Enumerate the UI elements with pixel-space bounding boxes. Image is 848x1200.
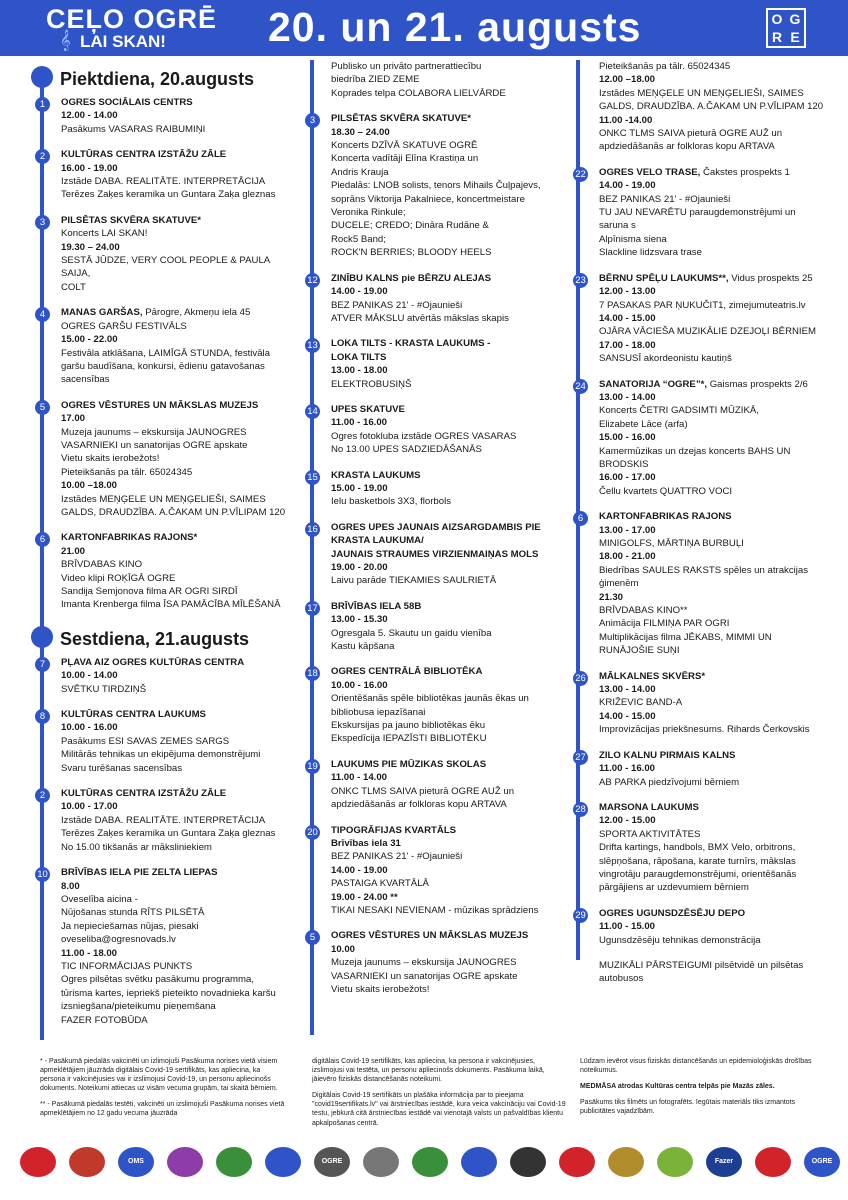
event-block [300,600,570,654]
event-block [30,656,295,696]
event-line: Ogres fotokluba izstāde OGRES VASARAS [331,430,517,442]
event-line: soprāns Viktorija Pakalniece, koncertmeistare [331,193,525,205]
location-number-badge: 24 [573,379,588,394]
event-line: garšu baudīšana, konkursi, ēdienu gatavošanas [61,360,265,372]
location-number-badge: 3 [35,215,50,230]
event-line: SPORTA AKTIVITĀTES [599,828,701,840]
event-time: 13.00 - 18.00 [331,365,388,377]
event-block [30,708,295,775]
footnote: Digitālais Covid-19 sertifikāts un plašāka informācija par to pieejama "covid19sertifikats.lv" vai ārstniecības iestādē, kura veica vakcināciju vai Covid-19 testu, jebkurā citā ārstniecības iestādē vai vienotajā valsts un pašvaldības klientu apkalpošanas centrā. [312,1092,566,1127]
event-line: Laivu parāde TIEKAMIES SAULRIETĀ [331,575,497,587]
location-number-badge: 29 [573,908,588,923]
event-line: BRODSKIS [599,458,649,470]
event-block [300,929,570,996]
event-time: 17.00 [61,413,86,425]
location-number-badge: 27 [573,750,588,765]
event-line: Veronika Rinkule; [331,207,406,219]
location-number-badge: 10 [35,867,50,882]
event-line: saruna s [599,220,636,232]
event-location: PILSĒTAS SKVĒRA SKATUVE* [61,214,202,226]
event-line: Pasākums ESI SAVAS ZEMES SARGS [61,735,230,747]
location-number-badge: 28 [573,802,588,817]
event-line: Piedalās: LNOB solists, tenors Mihails Čuļpajevs, [331,180,541,192]
event-location: ZILO KALNU PIRMAIS KALNS [599,749,736,761]
event-time: 12.00 - 14.00 [61,110,118,122]
event-line: TU JAU NEVARĒTU paraugdemonstrējumi un [599,207,796,219]
event-block [30,531,295,611]
location-number-badge: 2 [35,149,50,164]
event-line: TIKAI NESAKI NEVIENAM - mūzikas sprādziens [331,904,539,916]
logo-gold-deer [608,1147,644,1177]
event-block [300,665,570,745]
event-line: BEZ PANIKAS 21' - #Ojaunieši [331,851,463,863]
event-time: 10.00 - 17.00 [61,801,118,813]
location-number-badge: 8 [35,709,50,724]
column-2 [300,60,570,1008]
continued-event [568,60,828,154]
event-line: VASARNIEKI un sanatorijas OGRE apskate [331,970,518,982]
sporta-centrs-logo [69,1147,105,1177]
event-line: Koprades telpa COLABORA LIELVĀRDE [331,87,506,99]
event-location: BRĪVĪBAS IELA PIE ZELTA LIEPAS [61,867,218,879]
logo-swirl [363,1147,399,1177]
festival-logo-line1: CEĻO OGRĒ [46,4,218,34]
event-line: ELEKTROBUSIŅŠ [331,378,412,390]
event-line: Multiplikācijas filma JĒKABS, MIMMI UN [599,631,772,643]
event-line: COLT [61,281,86,293]
ogres-biblioteka-logo [216,1147,252,1177]
event-location: KULTŪRAS CENTRA LAUKUMS [61,709,206,721]
event-block [300,824,570,918]
event-block [300,112,570,259]
footnote: * - Pasākumā piedalās vakcinēti un izlimojuši Pasākuma norises vietā visiem apmeklētājiem jāuzrāda digitālais Covid-19 sertifikāts, kas apliecina, ka persona ir vakcinējusies vai ir izslimojusi Covid-19, un personu apliecinošs dokuments. Noteikumi attiecas uz visām vecuma grupām, tai skaitā bērniem. [40,1058,278,1093]
event-line: Ogres pilsētas svētku pasākumu programma, [61,974,255,986]
event-line: Terēzes Zaķes keramika un Guntara Zaķa gleznas [61,828,276,840]
event-line: No 15.00 tikšanās ar māksliniekiem [61,841,212,853]
event-line: Video klipi ROĶĪGĀ OGRE [61,572,176,584]
event-time: 14.00 - 19.00 [599,180,656,192]
event-time: 11.00 - 14.00 [331,772,388,784]
event-location: OGRES CENTRĀLĀ BIBLIOTĒKA [331,666,483,678]
event-line: Vietu skaits ierobežots! [331,983,430,995]
event-line: Koncerts LAI SKAN! [61,228,148,240]
event-time: KRASTA LAUKUMA/ [331,535,424,547]
event-time: LOKA TILTS [331,351,387,363]
event-location: KULTŪRAS CENTRA IZSTĀŽU ZĀLE [61,149,227,161]
event-line: Andris Krauja [331,166,389,178]
event-location: SANATORIJA “OGRE”*, Gaismas prospekts 2/6 [599,378,808,390]
footnotes-2 [312,1057,567,1135]
event-time: 16.00 - 17.00 [599,472,656,484]
ogre-logo-letter: R [771,29,783,45]
footnote: ** - Pasākumā piedalās testēti, vakcinēti un izslimojuši Pasākuma norises vietā apmeklētājiem no 12 gadu vecuma jāuzrāda [40,1101,285,1118]
event-time: 10.00 [331,943,356,955]
event-line: Ugunsdzēsēju tehnikas demonstrācija [599,934,761,946]
footnote: digitālais Covid-19 sertifikāts, kas apliecina, ka persona ir vakcinējusies, izslimojusi vai testēta, un personu apliecinošs dokuments. Pasākuma laikā, jāievēro fiziskās distancēšanās noteikumi. [312,1058,545,1084]
day-dot-icon [31,66,53,88]
event-line: Vietu skaits ierobežots! [61,453,160,465]
event-block [300,758,570,812]
event-time: 15.00 - 19.00 [331,482,388,494]
location-number-badge: 2 [35,788,50,803]
event-time: 10.00 –18.00 [61,480,118,492]
event-time: 11.00 - 15.00 [599,921,656,933]
location-number-badge: 16 [305,522,320,537]
event-block [568,166,828,260]
event-line: Ielu basketbols 3X3, florbols [331,496,451,508]
event-location: MĀLKALNES SKVĒRS* [599,670,706,682]
event-address: Pārogre, Akmeņu iela 45 [142,307,251,319]
event-time: 18.00 - 21.00 [599,551,656,563]
event-time: 10.00 - 16.00 [61,722,118,734]
event-location: LAUKUMS PIE MŪZIKAS SKOLAS [331,758,487,770]
location-number-badge: 1 [35,97,50,112]
event-location: OGRES VĒSTURES UN MĀKSLAS MUZEJS [61,399,259,411]
event-line: SVĒTKU TIRDZIŅŠ [61,683,147,695]
event-line: oveseliba@ogresnovads.lv [61,934,176,946]
event-line: Oveselība aicina - [61,893,138,905]
event-line: MINIGOLFS, MĀRTIŅA BURBUĻI [599,538,744,549]
event-line: 7 PASAKAS PAR ŅUKUČIT1, zimejumuteatris.lv [599,299,806,311]
column-3 [568,60,828,998]
location-number-badge: 5 [305,930,320,945]
location-number-badge: 23 [573,273,588,288]
event-location: BĒRNU SPĒĻU LAUKUMS**, Vidus prospekts 25 [599,272,813,284]
event-location: KARTONFABRIKAS RAJONS [599,511,732,523]
event-line: Elizabete Lāce (arfa) [599,418,688,430]
event-time: 12.00 - 13.00 [599,286,656,298]
location-number-badge: 5 [35,400,50,415]
event-line: Ekskursijas pa jauno bibliotēkas ēku [331,720,486,732]
event-line: Koncerta vadītāji Elīna Krastiņa un [331,153,479,165]
event-block [30,148,295,202]
event-line: bibliobusa iepazīšanai [331,706,426,718]
event-line: apdziedāšanās ar folkloras kopu ARTAVA [599,141,775,153]
event-line: Pasākums VASARAS RAIBUMIŅI [61,123,206,135]
event-location: MANAS GARŠAS, Pārogre, Akmeņu iela 45 [61,307,251,319]
event-line: SANSUSĪ akordeonistu kautiņš [599,353,732,365]
event-line: Izstāde DABA. REALITĀTE. INTERPRETĀCIJA [61,814,266,826]
event-line: GALDS, DRAUDZĪBA. A.ČAKAM UN P.VĪLIPAM 120 [599,101,824,113]
location-number-badge: 19 [305,759,320,774]
page-title: 20. un 21. augusts [268,4,642,50]
event-location: MARSONA LAUKUMS [599,801,699,813]
event-location: BRĪVĪBAS IELA 58B [331,600,422,612]
ogre-mark-logo: OGRE [804,1147,840,1177]
event-line: GALDS, DRAUDZĪBA. A.ČAKAM UN P.VĪLIPAM 120 [61,506,286,518]
event-line: Imanta Krenberga filma ĪSA PAMĀCĪBA MĪLĒŠANĀ [61,599,281,611]
event-block [568,801,828,895]
event-time: 8.00 [61,880,80,892]
event-location: ZINĪBU KALNS pie BĒRZU ALEJAS [331,272,492,284]
event-line: SESTĀ JŪDZE, VERY COOL PEOPLE & PAULA SAIJA, [61,255,270,280]
event-line: ONKC TLMS SAIVA pieturā OGRE AUŽ un [331,785,515,797]
ab-parks-logo [657,1147,693,1177]
event-line: Kastu kāpšana [331,641,395,653]
event-time: 12.00 - 15.00 [599,815,656,827]
event-line: Muzeja jaunums – ekskursija JAUNOGRES [61,426,247,438]
logo-red [755,1147,791,1177]
location-number-badge: 6 [35,532,50,547]
event-time: 11.00 - 18.00 [61,947,118,959]
event-line: ROCK'N BERRIES; BLOODY HEELS [331,247,492,259]
event-line: BRĪVDABAS KINO** [599,605,688,617]
event-block [300,469,570,509]
logo-blue-wave [265,1147,301,1177]
event-line: Animācija FILMIŅA PAR OGRI [599,618,730,630]
location-number-badge: 14 [305,404,320,419]
ogres-novada-muzejs-logo [20,1147,56,1177]
event-time: JAUNAIS STRAUMES VIRZIENMAIŅAS MOLS [331,548,539,560]
event-line: Pieteikšanās pa tālr. 65024345 [61,466,193,478]
ogres-novada-tic-logo [412,1147,448,1177]
event-time: 19.00 - 24.00 ** [331,891,398,903]
event-time: 12.00 –18.00 [599,74,656,86]
event-time: 11.00 - 16.00 [599,763,656,775]
event-location: PILSĒTAS SKVĒRA SKATUVE* [331,113,472,125]
event-line: sacensības [61,374,110,386]
event-time: 15.00 - 22.00 [61,334,118,346]
event-line: vingrotāju paraugdemonstrējumi, orientēšanās [599,868,797,880]
event-line: slēpņošana, rāpošana, karate turnīrs, mākslas [599,855,796,867]
ogres-muzikas-skola-logo: OMS [118,1147,154,1177]
event-line: FAZER FOTOBŪDA [61,1014,148,1026]
footnote: Lūdzam ievērot visus fiziskās distancēšanās un epidemioloģiskās drošības noteikumus. [580,1058,812,1075]
event-line: biedrība ZIED ZEME [331,74,420,86]
event-line: Kamermūzikas un dzejas koncerts BAHS UN [599,445,791,457]
event-block [300,337,570,391]
event-time: 17.00 - 18.00 [599,339,656,351]
event-time: 10.00 - 16.00 [331,679,388,691]
event-time: Brīvības iela 31 [331,837,401,849]
event-block [568,907,828,947]
event-line: pārgājiens ar uzdevumiem bērniem [599,882,749,894]
event-time: 19.30 – 24.00 [61,241,120,253]
day-dot-icon [31,626,53,648]
footnote: Pasākums tiks filmēts un fotografēts. Iegūtais materiāls tiks izmantots publicitātes vajadzībām. [580,1099,796,1116]
event-time: 11.00 -14.00 [599,114,653,126]
location-number-badge: 17 [305,601,320,616]
event-line: Ja nepieciešamas nūjas, piesaki [61,920,199,932]
event-line: Alpīnisma siena [599,233,667,245]
event-block [568,378,828,499]
event-address: Vidus prospekts 25 [728,272,813,284]
location-number-badge: 13 [305,338,320,353]
treble-clef-icon: 𝄞 [60,30,71,50]
location-number-badge: 6 [573,511,588,526]
location-number-badge: 3 [305,113,320,128]
day-heading-saturday: Sestdiena, 21.augusts [30,624,295,654]
event-location: OGRES UPES JAUNAIS AIZSARGDAMBIS PIE [331,521,541,533]
event-address: Gaismas prospekts 2/6 [707,378,808,390]
column-1 [30,60,295,1039]
event-line: TIC INFORMĀCIJAS PUNKTS [61,960,193,972]
event-line: Koncerts ČETRI GADSIMTI MŪZIKĀ, [599,405,759,417]
ogre-logo-letter: E [790,29,800,45]
event-line: Orientēšanās spēle bibliotēkas jaunās ēkas un [331,693,529,705]
event-block [300,403,570,457]
logo-purple [167,1147,203,1177]
event-time: 19.00 - 20.00 [331,562,388,573]
footnotes-3 [580,1057,830,1123]
event-block [300,521,570,588]
page-header [0,0,848,56]
logo-small-round [559,1147,595,1177]
event-line: Izstāde DABA. REALITĀTE. INTERPRETĀCIJA [61,176,266,188]
event-line: autobusos [599,973,644,985]
event-line: apdziedāšanās ar folkloras kopu ARTAVA [331,799,507,811]
event-block [300,272,570,326]
event-line: Improvizācijas priekšnesums. Rihards Čerkovskis [599,724,810,736]
event-line: Pieteikšanās pa tālr. 65024345 [599,61,731,72]
event-time: 13.00 - 15.30 [331,614,388,626]
event-location: KULTŪRAS CENTRA IZSTĀŽU ZĀLE [61,788,227,800]
event-line: Svaru turēšanas sacensības [61,762,183,774]
location-number-badge: 12 [305,273,320,288]
event-block [30,306,295,386]
event-line: Ogresgala 5. Skautu un gaidu vienība [331,627,492,639]
event-line: RUNĀJOŠIE SUŅI [599,645,680,657]
event-line: Čellu kvartets QUATTRO VOCI [599,485,733,497]
event-address: Čakstes prospekts 1 [700,166,790,178]
event-time: 10.00 - 14.00 [61,670,118,682]
event-line: izsniegšana/pieteikumu pieņemšana [61,1001,216,1013]
event-line: Festivāla atklāšana, LAIMĪGĀ STUNDA, festivāla [61,347,271,359]
event-block [568,670,828,737]
festival-logo-line2: LAI SKAN! [80,32,166,51]
event-line: Slackline lidzsvara trase [599,247,702,259]
location-number-badge: 7 [35,657,50,672]
event-line: Drifta kartings, handbols, BMX Velo, orbitrons, [599,842,796,854]
event-line: tūrisma kartes, iepriekš pieteikto novadnieka karšu [61,987,276,999]
event-line: ģimenēm [599,578,639,590]
footnote: MEDMĀSA atrodas Kultūras centra telpās pie Mazās zāles. [580,1083,775,1091]
event-line: Biedrības SAULES RAKSTS spēles un atrakcijas [599,564,809,576]
event-time: 11.00 - 16.00 [331,417,388,429]
event-block [568,272,828,366]
extra-note [568,959,828,986]
day-heading-friday: Piektdiena, 20.augusts [30,64,295,94]
event-time: 14.00 - 19.00 [331,286,388,298]
event-line: ATVER MĀKSLU atvērtās mākslas skapis [331,312,509,324]
event-line: Terēzes Zaķes keramika un Guntara Zaķa gleznas [61,189,276,201]
event-location: PĻAVA AIZ OGRES KULTŪRAS CENTRA [61,656,245,668]
event-time: 13.00 - 14.00 [599,391,656,403]
event-time: 13.00 - 17.00 [599,524,656,536]
event-line: OGRES GARŠU FESTIVĀLS [61,320,187,332]
sponsor-logos [20,1142,840,1182]
event-line: VASARNIEKI un sanatorijas OGRE apskate [61,439,248,451]
continued-event [300,60,570,100]
event-line: Koncerts DZĪVĀ SKATUVE OGRĒ [331,140,478,152]
event-location: UPES SKATUVE [331,403,405,415]
event-block [30,399,295,520]
event-time: 15.00 - 16.00 [599,432,656,444]
event-line: BEZ PANIKAS 21' - #Ojaunieši [331,299,463,311]
event-time: 21.30 [599,591,624,603]
logo-shield [510,1147,546,1177]
event-line: Publisko un privāto partnerattiecību [331,61,482,72]
location-number-badge: 20 [305,825,320,840]
event-line: AB PARKA piedzīvojumi bērniem [599,776,740,788]
event-time: 21.00 [61,545,86,557]
event-line: Izstādes MEŅĢELE UN MEŅĢELIEŠI, SAIMES [61,493,266,505]
fazer-logo: Fazer [706,1147,742,1177]
event-location: OGRES VELO TRASE, Čakstes prospekts 1 [599,166,790,178]
event-block [30,787,295,854]
event-line: Muzeja jaunums – ekskursija JAUNOGRES [331,957,517,969]
event-line: Nūjošanas stunda RĪTS PILSĒTĀ [61,907,205,919]
event-time: 14.00 - 15.00 [599,312,656,324]
ogre-logo [766,8,806,48]
event-line: No 13.00 UPES SADZIEDĀŠANĀS [331,444,482,456]
event-line: PASTAIGA KVARTĀLĀ [331,878,429,890]
event-time: 13.00 - 14.00 [599,684,656,696]
visit-ogre-logo: OGRE [314,1147,350,1177]
ogre-logo-letter: O [771,11,783,27]
event-line: Ekspedīcija IEPAZĪSTI BIBLIOTĒKU [331,733,487,745]
event-location: OGRES UGUNSDZĒSĒJU DEPO [599,907,746,919]
event-location: KRASTA LAUKUMS [331,469,421,481]
footnotes-1 [40,1057,285,1126]
location-number-badge: 22 [573,167,588,182]
event-line: Sandija Semjonova filma AR OGRI SIRDĪ [61,586,238,597]
event-line: ONKC TLMS SAIVA pieturā OGRE AUŽ un [599,128,783,140]
oveseliba-logo [461,1147,497,1177]
event-block [568,510,828,657]
location-number-badge: 4 [35,307,50,322]
event-location: KARTONFABRIKAS RAJONS* [61,532,198,544]
location-number-badge: 15 [305,470,320,485]
event-line: MUZIKĀLI PĀRSTEIGUMI pilsētvidē un pilsētas [599,959,804,971]
event-location: TIPOGRĀFIJAS KVARTĀLS [331,824,457,836]
event-location: OGRES SOCIĀLAIS CENTRS [61,97,193,108]
event-location: OGRES VĒSTURES UN MĀKSLAS MUZEJS [331,930,529,942]
event-line: KRIŽEVIC BAND-A [599,697,683,709]
location-number-badge: 18 [305,666,320,681]
event-line: BEZ PANIKAS 21' - #Ojaunieši [599,193,731,205]
event-time: 16.00 - 19.00 [61,162,118,174]
event-line: Izstādes MEŅĢELE UN MEŅĢELIEŠI, SAIMES [599,87,804,99]
event-time: 14.00 - 15.00 [599,710,656,722]
event-time: 14.00 - 19.00 [331,864,388,876]
event-time: 18.30 – 24.00 [331,126,390,138]
location-number-badge: 26 [573,671,588,686]
event-line: Rock5 Band; [331,233,386,245]
event-line: DUCELE; CREDO; Dināra Rudāne & [331,220,489,232]
event-line: OJĀRA VĀCIEŠA MUZIKĀLIE DZEJOĻI BĒRNIEM [599,326,816,338]
event-block [30,214,295,294]
event-line: Militārās tehnikas un ekipējuma demonstrējumi [61,749,261,761]
event-block [30,866,295,1027]
event-line: BRĪVDABAS KINO [61,559,143,571]
event-block [30,96,295,136]
event-block [568,749,828,789]
event-location: LOKA TILTS - KRASTA LAUKUMS - [331,338,491,350]
ogre-logo-letter: G [789,11,801,27]
